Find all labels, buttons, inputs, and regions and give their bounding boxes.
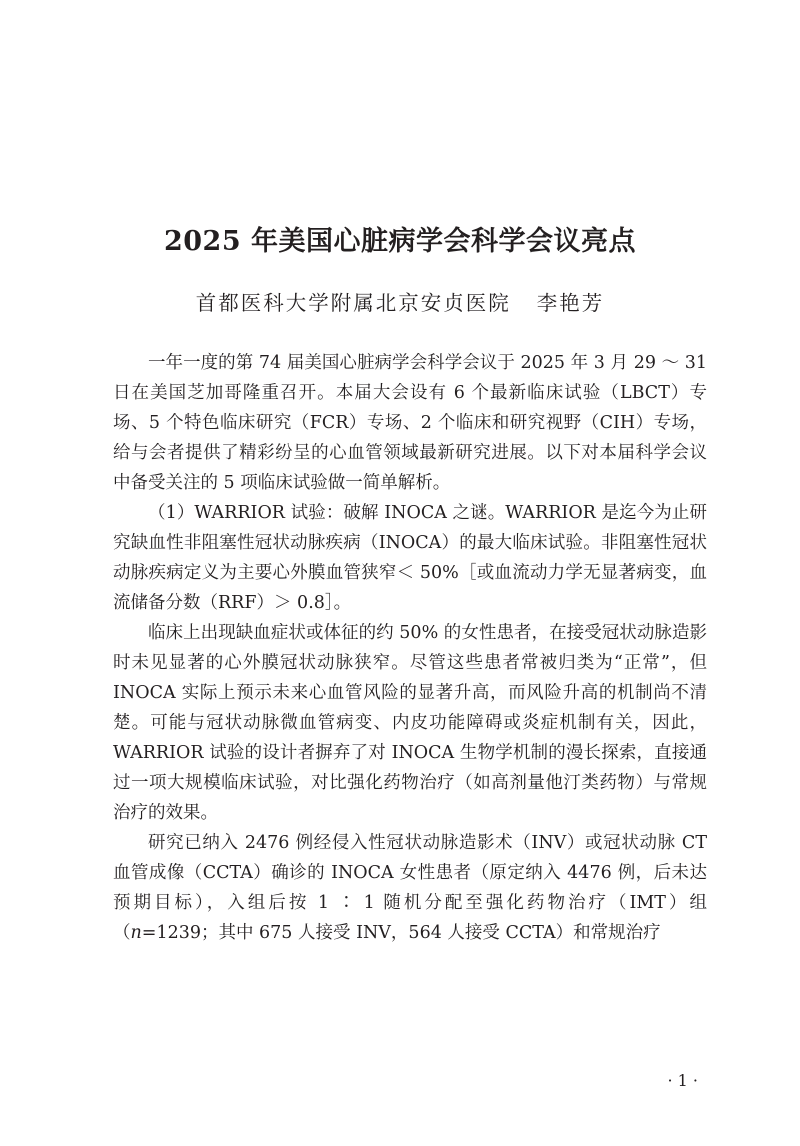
author-name: 李艳芳 [536, 291, 605, 315]
document-title: 2025 年美国心脏病学会科学会议亮点 [163, 226, 637, 257]
body-text [113, 348, 707, 948]
paragraph-3: 临床上出现缺血症状或体征的约 50% 的女性患者，在接受冠状动脉造影时未见显著的心外膜冠状动脉狭窄。尽管这些患者常被归类为“正常”，但 INOCA 实际上预示未来心血管风险的显著升高，而风险升高的机制尚不清楚。可能与冠状动脉微血管病变、内皮功能障碍或炎症机制有关，因此，WARRIOR 试验的设计者摒弃了对 INOCA 生物学机制的漫长探索，直接通过一项大规模临床试验，对比强化药物治疗（如高剂量他汀类药物）与常规治疗的效果。 [113, 623, 707, 823]
paragraph-1: 一年一度的第 74 届美国心脏病学会科学会议于 2025 年 3 月 29 ～ 31 日在美国芝加哥隆重召开。本届大会设有 6 个最新临床试验（LBCT）专场、5 个特色临床研究（FCR）专场、2 个临床和研究视野（CIH）专场，给与会者提供了精彩纷呈的心血管领域最新研究进展。以下对本届科学会议中备受关注的 5 项临床试验做一简单解析。 [113, 353, 707, 493]
author-affiliation: 首都医科大学附属北京安贞医院 [195, 291, 511, 315]
author-line [0, 286, 800, 320]
n-symbol: n [130, 923, 142, 943]
paragraph-4-part-1: 研究已纳入 2476 例经侵入性冠状动脉造影术（INV）或冠状动脉 CT 血管成像（CCTA）确诊的 INOCA 女性患者（原定纳入 4476 例，后未达预期目标），入组后按 1 ∶ 1 随机分配至强化药物治疗（IMT）组（ [113, 833, 707, 943]
paragraph-4 [113, 828, 707, 948]
paragraph-4-part-2: =1239；其中 675 人接受 INV，564 人接受 CCTA）和常规治疗 [141, 923, 661, 943]
page-number: · 1 · [667, 1071, 698, 1090]
paragraph-2: （1）WARRIOR 试验：破解 INOCA 之谜。WARRIOR 是迄今为止研究缺血性非阻塞性冠状动脉疾病（INOCA）的最大临床试验。非阻塞性冠状动脉疾病定义为主要心外膜血管狭窄＜ 50%［或血流动力学无显著病变，血流储备分数（RRF）＞ 0.8］。 [113, 503, 707, 613]
